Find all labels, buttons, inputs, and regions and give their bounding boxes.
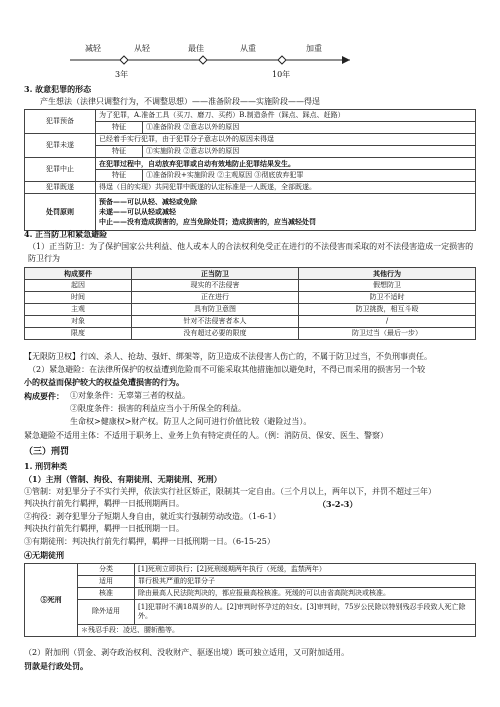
scale-label-3: 最佳: [188, 44, 204, 53]
col-header: 其他行为: [299, 268, 476, 280]
row-text: ①准备阶段+实施阶段 ②主观原因 ③彻底放弃犯罪: [143, 170, 476, 182]
necessity-exempt: 紧急避险不适用主体：不适用于职务上、业务上负有特定责任的人。（例：消防员、保安、医生、警察）: [24, 431, 388, 440]
crime-forms-table: [24, 109, 476, 231]
section3-title: 3. 故意犯罪的形态: [24, 84, 92, 94]
requirement-3: 生命权>健康权>财产权。防卫人之间可进行价值比较（避险过当）。: [70, 417, 312, 426]
table-cell: 防卫不适时: [299, 292, 476, 304]
control-line-1: ①管制：对犯罪分子不实行关押，依法实行社区矫正，限制其一定自由。（三个月以上，两年以下，并罚不超过三年）: [24, 487, 436, 496]
table-cell: 对象: [25, 316, 132, 328]
principle-line: 预备——可以从轻、减轻或免除: [99, 196, 197, 206]
row-sub: 特征: [96, 170, 143, 182]
death-row-value: 除由最高人民法院判决的，都应报最高检核准。死缓的可以由省高院判决或核准。: [135, 588, 476, 600]
row-text: 已经着手实行犯罪，由于犯罪分子意志以外的原因未得逞: [96, 134, 476, 146]
row-sub: 特征: [96, 122, 143, 134]
table-cell: 防卫过当（最后一步）: [299, 328, 476, 340]
col-header: 构成要件: [25, 268, 132, 280]
row-text: ①准备阶段 ②意志以外的原因: [143, 122, 476, 134]
table-cell: 现实的不法侵害: [132, 280, 299, 292]
scale-mark-2: 10年: [272, 70, 291, 79]
death-penalty-label: ⑤死刑: [25, 564, 78, 637]
table-cell: /: [299, 316, 476, 328]
unlimited-defense: 【无限防卫权】行凶、杀人、抢劫、强奸、绑架等，防卫造成不法侵害人伤亡的，不属于防卫过当，不负刑事责任。: [24, 352, 432, 361]
definition-text: （1）正当防卫：为了保护国家公共利益、他人或本人的合法权利免受正在进行的不法侵害而采取的对不法侵害造成一定损害的防卫行为: [28, 242, 474, 263]
detention-line-2: 判决执行前先行羁押，羁押一日抵刑期一日。: [24, 524, 184, 533]
scale-label-1: 减轻: [85, 44, 101, 53]
main-penalty-title: （1）主刑（管制、拘役、有期徒刑、无期徒刑、死刑）: [24, 474, 222, 484]
death-row-key: 核准: [78, 588, 135, 600]
row-text: ①实施阶段 ②意志以外的原因: [143, 146, 476, 158]
supplementary-penalty: （2）附加刑（罚金、剥夺政治权利、没收财产、驱逐出境）既可独立适用，又可附加适用。: [24, 648, 350, 657]
self-defense-definition: [28, 241, 476, 264]
principle-line: 未遂——可以从轻或减轻: [99, 206, 176, 216]
scale-label-4: 从重: [240, 44, 256, 53]
death-penalty-table: [24, 563, 476, 637]
row-label: 处罚原则: [25, 194, 96, 231]
table-cell: 起因: [25, 280, 132, 292]
punishment-principles: [96, 194, 476, 231]
requirement-2: ②限度条件：损害的利益应当小于所保全的利益。: [70, 404, 246, 413]
scale-label-2: 从轻: [134, 44, 150, 53]
table-cell: 针对不法侵害者本人: [132, 316, 299, 328]
necessity-definition-2: 小的权益而保护较大的权益免遭损害的行为。: [24, 377, 184, 387]
death-row-value: [1]犯罪时不满18周岁的人。[2]审判时怀孕过的妇女。[3]审判时，75岁公民除以特别残忍手段致人死亡除外。: [135, 600, 476, 625]
principle-line: 中止——没有造成损害的，应当免除处罚；造成损害的，应当减轻处罚: [99, 217, 316, 227]
fixed-term-line: ③有期徒刑：判决执行前先行羁押，羁押一日抵刑期一日。（6-15-25）: [24, 537, 275, 546]
self-defense-table: [24, 267, 476, 340]
penalty-title: （三）刑罚: [24, 447, 70, 457]
scale-mark-1: 3年: [115, 70, 129, 79]
table-cell: 防卫挑拨，相互斗殴: [299, 304, 476, 316]
table-cell: 主观: [25, 304, 132, 316]
requirements-title: 构成要件：: [24, 391, 64, 401]
death-row-value: [1]死刑立即执行；[2]死刑缓期两年执行（死缓，监禁两年）: [135, 564, 476, 576]
scale-label-5: 加重: [306, 44, 322, 53]
table-cell: 没有超过必要的限度: [132, 328, 299, 340]
col-header: 正当防卫: [132, 268, 299, 280]
life-sentence-line: ④无期徒刑: [24, 550, 64, 560]
table-cell: 时间: [25, 292, 132, 304]
cruel-means-note: ＊残忍手段：凌迟、腰斩酷等。: [78, 625, 476, 637]
row-label: 犯罪预备: [25, 110, 96, 134]
section4-title: 4. 正当防卫和紧急避险: [24, 229, 108, 239]
section3-intro: 产生想法（法律只调整行为，不调整思想）——准备阶段——实施阶段——得逞: [40, 97, 320, 106]
penalty-kinds: 1. 刑罚种类: [24, 461, 68, 471]
row-label: 犯罪未遂: [25, 134, 96, 158]
table-cell: 正在进行: [132, 292, 299, 304]
detention-line-1: ②拘役：剥夺犯罪分子短期人身自由，就近实行强制劳动改造。（1-6-1）: [24, 512, 281, 521]
necessity-definition-1: （2）紧急避险：在法律所保护的权益遭到危险而不可能采取其他措施加以避免时，不得已而采用的损害另一个较: [28, 365, 426, 374]
table-cell: 限度: [25, 328, 132, 340]
death-row-value: 罪行极其严重的犯罪分子: [135, 576, 476, 588]
row-text: 在犯罪过程中，自动放弃犯罪或自动有效地防止犯罪结果发生。: [96, 158, 476, 170]
row-text: 得逞（目的实现）共同犯罪中既遂的认定标准是一人既遂，全部既遂。: [96, 182, 476, 194]
death-row-key: 适用: [78, 576, 135, 588]
death-row-key: 除外适用: [78, 600, 135, 625]
table-cell: 假想防卫: [299, 280, 476, 292]
row-label: 犯罪中止: [25, 158, 96, 182]
table-cell: 具有防卫意图: [132, 304, 299, 316]
fine-note: 罚款是行政处罚。: [24, 661, 88, 671]
death-row-key: 分类: [78, 564, 135, 576]
row-text: 为了犯罪，A.准备工具（买刀、磨刀、买药）B.制造条件（踩点、踩点、赶路）: [96, 110, 476, 122]
row-label: 犯罪既遂: [25, 182, 96, 194]
control-code: （3-2-3）: [318, 499, 358, 509]
row-sub: 特征: [96, 146, 143, 158]
requirement-1: ①对象条件：无辜第三者的权益。: [70, 391, 190, 400]
control-line-2: 判决执行前先行羁押，羁押一日抵刑期两日。: [24, 499, 184, 508]
